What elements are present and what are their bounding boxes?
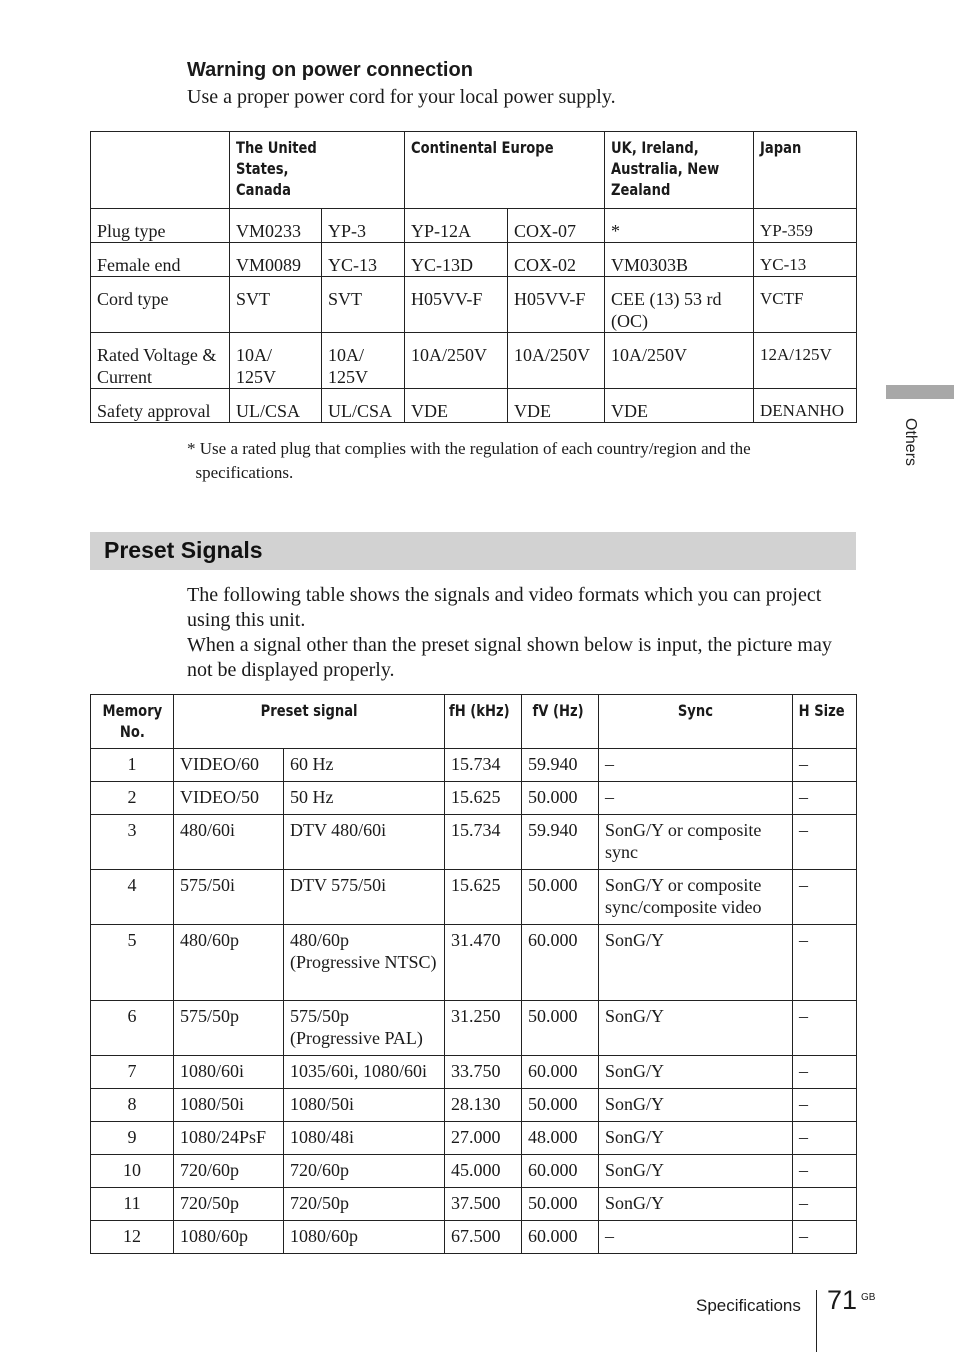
signal-cell: 1080/24PsF [174,1122,284,1155]
warning-intro: Use a proper power cord for your local power supply. [187,86,616,108]
signal-cell: 575/50i [174,870,284,925]
power-table-row [91,243,857,277]
power-cell: VDE [508,389,605,423]
preset-table-row [91,1122,857,1155]
fv-cell: 59.940 [522,749,599,782]
format-cell: 1035/60i, 1080/60i [284,1056,445,1089]
fh-cell: 37.500 [445,1188,522,1221]
power-cell: CEE (13) 53 rd (OC) [605,277,754,333]
fh-cell: 31.250 [445,1001,522,1056]
format-cell: 720/60p [284,1155,445,1188]
header-preset-signal: Preset signal [174,695,445,749]
hsize-cell: – [793,1188,857,1221]
hsize-cell: – [793,749,857,782]
power-cell: COX-07 [508,209,605,243]
header-fh: fH (kHz) [445,695,522,749]
fv-cell: 48.000 [522,1122,599,1155]
power-cell: VDE [405,389,508,423]
preset-table-row [91,1089,857,1122]
page-number: 71 [827,1285,858,1315]
format-cell: 480/60p (Progressive NTSC) [284,925,445,1001]
memory-no-cell: 5 [91,925,174,1001]
signal-cell: 480/60p [174,925,284,1001]
power-cell: H05VV-F [508,277,605,333]
format-cell: DTV 480/60i [284,815,445,870]
power-cell: 10A/250V [605,333,754,389]
preset-signals-table [90,694,857,1254]
power-cell: H05VV-F [405,277,508,333]
preset-table-row [91,815,857,870]
power-cell: SVT [230,277,322,333]
power-table-row [91,333,857,389]
format-cell: 720/50p [284,1188,445,1221]
preset-table-row [91,1155,857,1188]
power-cell: 10A/ 125V [322,333,405,389]
footer-divider [816,1290,817,1352]
sync-cell: SonG/Y or composite sync/composite video [599,870,793,925]
format-cell: 1080/48i [284,1122,445,1155]
memory-no-cell: 11 [91,1188,174,1221]
power-cell: YC-13 [754,243,857,277]
power-cell: YP-359 [754,209,857,243]
signal-cell: VIDEO/50 [174,782,284,815]
power-table-header-row [91,132,857,209]
header-fv: fV (Hz) [522,695,599,749]
footer-section-name: Specifications [696,1296,801,1315]
sync-cell: – [599,782,793,815]
fh-cell: 27.000 [445,1122,522,1155]
fv-cell: 60.000 [522,925,599,1001]
preset-table-row [91,1188,857,1221]
fh-cell: 67.500 [445,1221,522,1254]
power-header-empty [91,132,230,209]
fh-cell: 15.734 [445,815,522,870]
preset-table-header-row [91,695,857,749]
sync-cell: SonG/Y [599,1122,793,1155]
hsize-cell: – [793,1089,857,1122]
section-title: Preset Signals [104,537,263,563]
power-cell: VM0303B [605,243,754,277]
fh-cell: 15.625 [445,782,522,815]
memory-no-cell: 9 [91,1122,174,1155]
power-row-label: Plug type [91,209,230,243]
fv-cell: 50.000 [522,1188,599,1221]
format-cell: 60 Hz [284,749,445,782]
signal-cell: 575/50p [174,1001,284,1056]
power-cord-table [90,131,857,423]
memory-no-cell: 4 [91,870,174,925]
sync-cell: SonG/Y [599,1001,793,1056]
fv-cell: 59.940 [522,815,599,870]
power-cell: YP-12A [405,209,508,243]
preset-table-row [91,925,857,1001]
power-row-label: Rated Voltage & Current [91,333,230,389]
format-cell: 1080/60p [284,1221,445,1254]
power-cell: 10A/250V [508,333,605,389]
fv-cell: 50.000 [522,1001,599,1056]
sync-cell: SonG/Y [599,1089,793,1122]
preset-intro-paragraph-1: The following table shows the signals and video formats which you can project using this unit. [187,584,822,631]
power-table-row [91,389,857,423]
power-header-us-canada: The United States, Canada [230,132,405,209]
region-code: GB [861,1292,876,1303]
memory-no-cell: 12 [91,1221,174,1254]
format-cell: 50 Hz [284,782,445,815]
signal-cell: 480/60i [174,815,284,870]
sync-cell: SonG/Y [599,1155,793,1188]
memory-no-cell: 10 [91,1155,174,1188]
fh-cell: 15.625 [445,870,522,925]
power-cell: 10A/250V [405,333,508,389]
hsize-cell: – [793,1001,857,1056]
power-table-row [91,277,857,333]
power-header-japan: Japan [754,132,857,209]
fh-cell: 45.000 [445,1155,522,1188]
power-cell: VM0089 [230,243,322,277]
format-cell: DTV 575/50i [284,870,445,925]
sync-cell: SonG/Y [599,1188,793,1221]
power-cell: * [605,209,754,243]
fv-cell: 50.000 [522,782,599,815]
power-cell: UL/CSA [322,389,405,423]
power-row-label: Female end [91,243,230,277]
preset-table-row [91,870,857,925]
fh-cell: 15.734 [445,749,522,782]
power-table-row [91,209,857,243]
sync-cell: SonG/Y [599,925,793,1001]
sidebar-tab-marker [886,385,954,399]
hsize-cell: – [793,925,857,1001]
hsize-cell: – [793,870,857,925]
sidebar-section-label: Others [902,418,919,467]
fv-cell: 50.000 [522,1089,599,1122]
hsize-cell: – [793,1221,857,1254]
preset-table-row [91,1001,857,1056]
signal-cell: 1080/50i [174,1089,284,1122]
power-cell: COX-02 [508,243,605,277]
hsize-cell: – [793,782,857,815]
signal-cell: 1080/60p [174,1221,284,1254]
memory-no-cell: 7 [91,1056,174,1089]
preset-table-row [91,782,857,815]
fh-cell: 28.130 [445,1089,522,1122]
header-memory-no: Memory No. [91,695,174,749]
signal-cell: 720/60p [174,1155,284,1188]
hsize-cell: – [793,1056,857,1089]
preset-table-row [91,1221,857,1254]
header-h-size: H Size [793,695,857,749]
preset-table-row [91,1056,857,1089]
format-cell: 575/50p (Progressive PAL) [284,1001,445,1056]
sync-cell: SonG/Y [599,1056,793,1089]
power-row-label: Cord type [91,277,230,333]
power-row-label: Safety approval [91,389,230,423]
sync-cell: SonG/Y or composite sync [599,815,793,870]
power-cell: VCTF [754,277,857,333]
power-header-uk-ireland-australia-nz: UK, Ireland, Australia, New Zealand [605,132,754,209]
hsize-cell: – [793,815,857,870]
signal-cell: 1080/60i [174,1056,284,1089]
sync-cell: – [599,1221,793,1254]
memory-no-cell: 6 [91,1001,174,1056]
fv-cell: 60.000 [522,1155,599,1188]
hsize-cell: – [793,1155,857,1188]
sync-cell: – [599,749,793,782]
format-cell: 1080/50i [284,1089,445,1122]
preset-table-row [91,749,857,782]
power-cell: YP-3 [322,209,405,243]
signal-cell: 720/50p [174,1188,284,1221]
power-cell: 12A/125V [754,333,857,389]
memory-no-cell: 3 [91,815,174,870]
power-cell: VM0233 [230,209,322,243]
power-cell: YC-13 [322,243,405,277]
header-sync: Sync [599,695,793,749]
warning-heading: Warning on power connection [187,59,473,81]
power-header-continental-europe: Continental Europe [405,132,605,209]
power-cell: DENANHO [754,389,857,423]
power-footnote: * Use a rated plug that complies with the regulation of each country/region and the specifications. [187,439,751,482]
memory-no-cell: 2 [91,782,174,815]
power-cell: YC-13D [405,243,508,277]
power-cell: 10A/ 125V [230,333,322,389]
fh-cell: 33.750 [445,1056,522,1089]
power-cell: VDE [605,389,754,423]
power-cell: UL/CSA [230,389,322,423]
fh-cell: 31.470 [445,925,522,1001]
hsize-cell: – [793,1122,857,1155]
signal-cell: VIDEO/60 [174,749,284,782]
power-cell: SVT [322,277,405,333]
fv-cell: 60.000 [522,1056,599,1089]
fv-cell: 60.000 [522,1221,599,1254]
memory-no-cell: 8 [91,1089,174,1122]
preset-intro-paragraph-2: When a signal other than the preset signal shown below is input, the picture may not be displayed properly. [187,634,832,681]
memory-no-cell: 1 [91,749,174,782]
fv-cell: 50.000 [522,870,599,925]
